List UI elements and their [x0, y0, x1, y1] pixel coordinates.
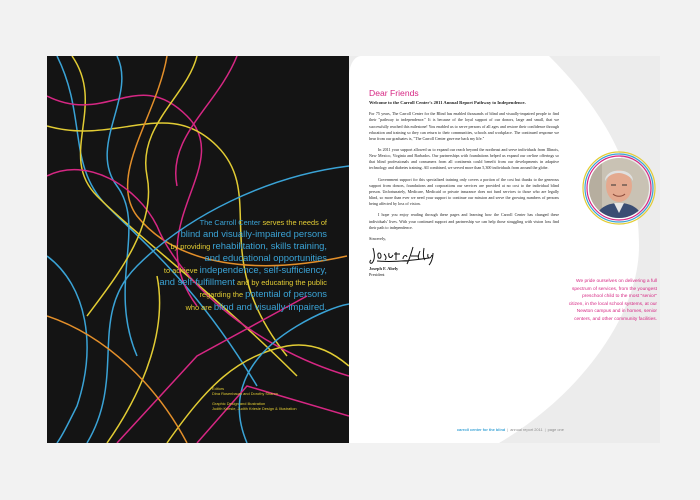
- credits: [212, 386, 342, 411]
- mission-text: The Carroll Center: [199, 218, 261, 227]
- mission-line: [77, 301, 327, 313]
- mission-line: [77, 288, 327, 300]
- letter-paragraph: For 75 years, The Carroll Center for the Blind has enabled thousands of blind and visually-impaired people to find their "pathway to independence." It is because of the loyal support of our donors, large and small, that we successfully reached this milestone! You enabled us to serve persons of all ages and restore their confidence through education and training so they can return to their communities, schools and workplace. The continued response we hear from our graduates is, "The Carroll Center gave me back my life.": [369, 111, 559, 141]
- report-spread: [47, 56, 660, 443]
- right-page: [349, 56, 660, 443]
- mission-text: by providing: [170, 241, 211, 251]
- letter-paragraph: I hope you enjoy reading through these pages and learning how the Carroll Center has changed these individuals' lives. With your continued support and partnership we can help those struggling with vision loss find their path to independence.: [369, 212, 559, 230]
- letter-paragraph: In 2011 your support allowed us to expand our reach beyond the northeast and serve individuals from Illinois, New Mexico, Virginia and Barbados. Our partnerships with foundations helped us expand our on-line offerings so that blind professionals and consumers from all continents could benefit from our developments in adaptive technology and diabetes training. All combined, we served more than 5,300 individuals from around the globe.: [369, 146, 559, 171]
- mission-text: and educational opportunities: [204, 252, 327, 264]
- portrait-photo: [582, 151, 656, 225]
- footer-page: page one: [547, 427, 564, 432]
- letter-greeting: Dear Friends: [369, 88, 419, 98]
- mission-statement: [77, 217, 327, 313]
- mission-text: blind and visually-impaired persons: [180, 228, 327, 240]
- mission-text: regarding the: [199, 290, 244, 300]
- mission-line: [77, 252, 327, 263]
- mission-line: [77, 276, 327, 288]
- mission-text: to achieve: [163, 265, 198, 275]
- design-heading: Graphic Design and Illustration: [212, 400, 266, 406]
- letter-intro: Welcome to the Carroll Center's 2011 Annual Report Pathway to Independence.: [369, 100, 526, 105]
- editors-heading: Editors: [212, 386, 225, 391]
- signature-image: [369, 244, 441, 266]
- mission-line: [77, 217, 327, 228]
- mission-text: independence, self-sufficiency,: [199, 263, 327, 275]
- mission-text: who are: [185, 302, 212, 312]
- mission-line: [77, 264, 327, 276]
- mission-line: [77, 228, 327, 239]
- mission-text: and self-fulfillment: [159, 276, 235, 288]
- left-page: [47, 56, 349, 443]
- letter: [369, 88, 559, 278]
- mission-text: rehabilitation, skills training,: [212, 239, 327, 251]
- footer-report: annual report 2011: [510, 427, 543, 432]
- mission-line: [77, 240, 327, 252]
- design-names: Judith Kriesle, Judith Kriesle Design & Illustration: [212, 405, 297, 411]
- page-footer: carroll center for the blind | annual report 2011 | page one: [457, 427, 564, 432]
- letter-closing: Sincerely,: [369, 235, 387, 241]
- mission-text: serves the needs of: [262, 218, 327, 227]
- mission-text: and by educating the public: [237, 278, 327, 288]
- letter-paragraph: Government support for this specialized training only covers a portion of the cost but thanks to the generous support from donors, foundations and corporations our services are provided at no cost to the individual blind person. Unfortunately, Medicare, Medicaid or private insurance does not fund services to those who are legally blind, so more than ever we need your support to continue our mission and serve the growing numbers of persons being affected by loss of vision.: [369, 176, 559, 207]
- editors-names: Dina Rosenbaum and Dorothy Sharon: [212, 391, 278, 397]
- side-note: We pride ourselves on delivering a full spectrum of services, from the youngest preschool child to the most "senior" citizen, in the local school systems, at our Newton campus and in homes, senior centers, and other community facilities.: [568, 279, 657, 322]
- signer-title: President: [369, 271, 385, 277]
- mission-text: blind and visually-impaired.: [213, 300, 327, 312]
- mission-text: potential of persons: [245, 288, 327, 300]
- signer-name: Joseph F. Abely: [369, 265, 399, 271]
- footer-org: carroll center for the blind: [457, 427, 506, 432]
